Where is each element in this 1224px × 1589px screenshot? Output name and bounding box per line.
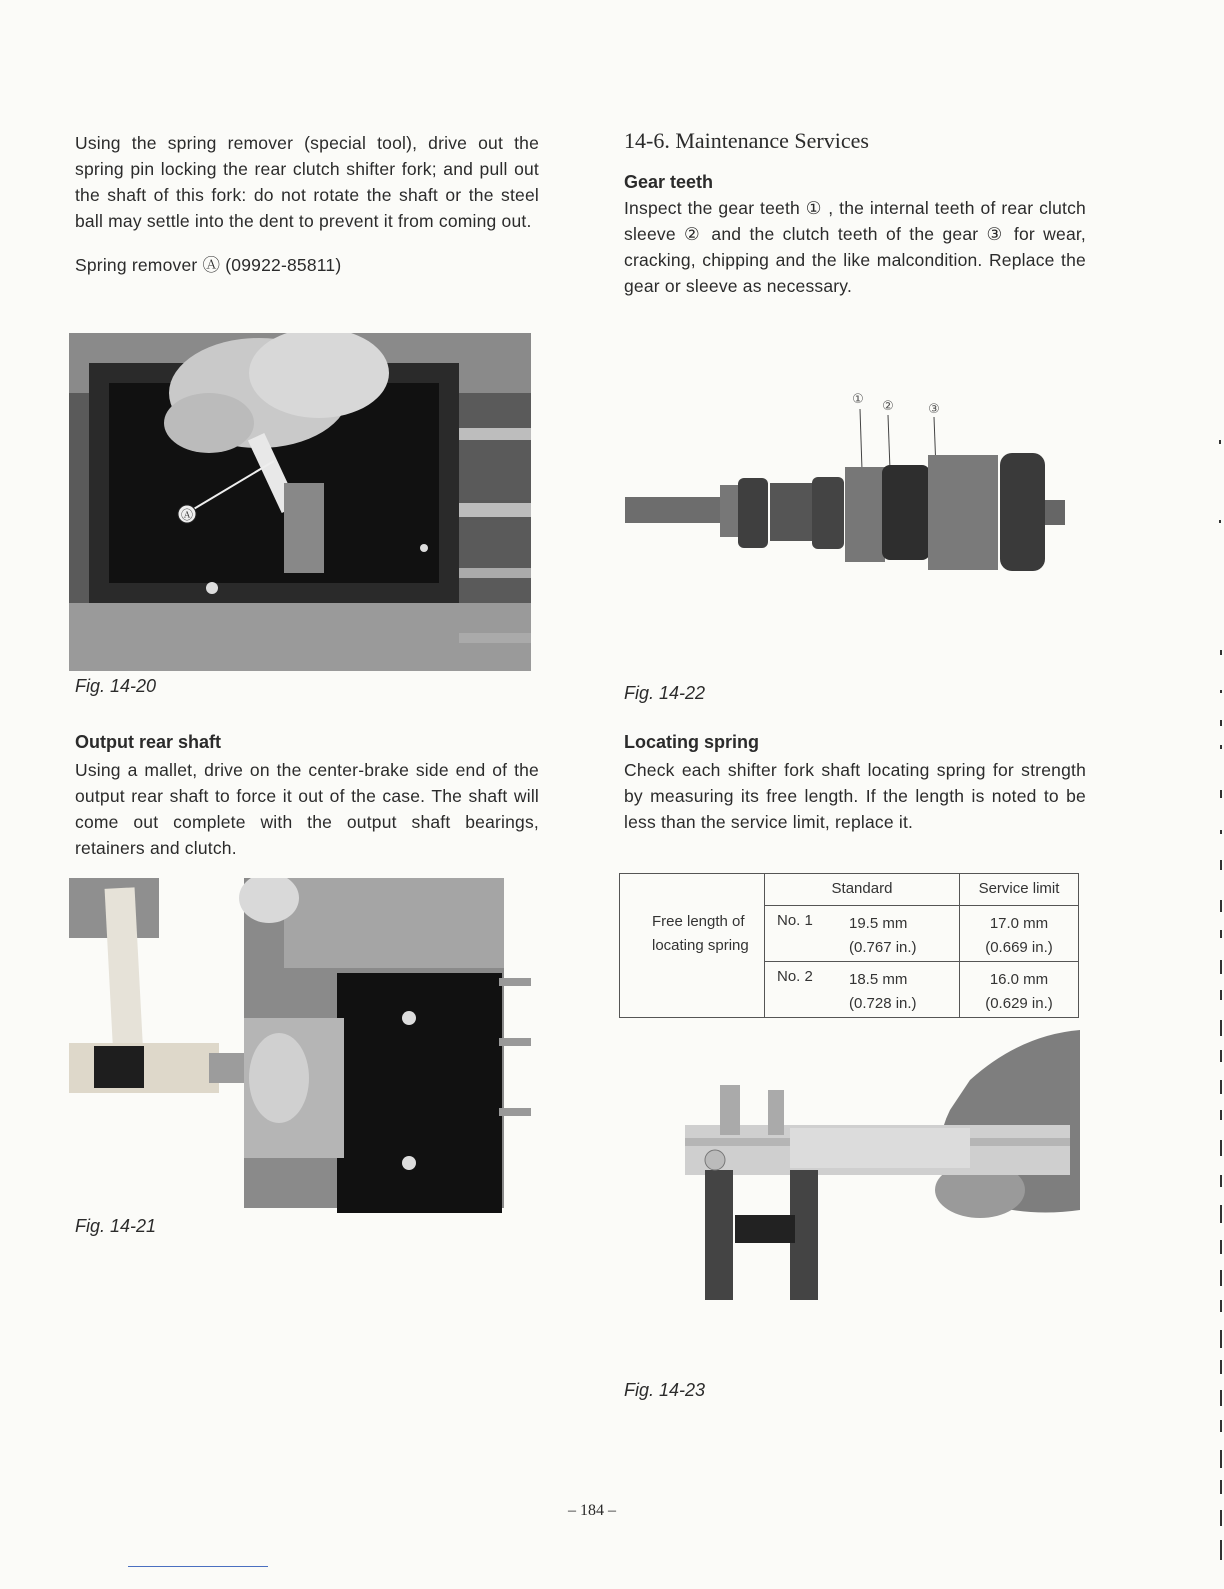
output-rear-shaft-paragraph: Using a mallet, drive on the center-brake side end of the output rear shaft to force it out of the case. The shaft will come out complete with the output shaft bearings, retainers and clutch. bbox=[75, 760, 539, 858]
row2-limit-in: (0.629 in.) bbox=[985, 995, 1053, 1012]
row1-standard-mm: 19.5 mm bbox=[849, 915, 908, 932]
fig-14-21-caption: Fig. 14-21 bbox=[75, 1216, 157, 1236]
fig-14-22-caption: Fig. 14-22 bbox=[624, 683, 706, 703]
fig-14-20-photo bbox=[69, 333, 531, 671]
scan-edge-marks bbox=[1210, 0, 1224, 1584]
fig-14-23-caption: Fig. 14-23 bbox=[624, 1380, 706, 1400]
tool-line: Spring remover Ⓐ (09922-85811) bbox=[75, 255, 342, 275]
row2-standard-in: (0.728 in.) bbox=[849, 995, 917, 1012]
col-service-limit-header: Service limit bbox=[960, 874, 1079, 906]
fig-22-label-1: ① bbox=[852, 392, 864, 407]
row-no-2: No. 2 bbox=[765, 962, 840, 1018]
locating-spring-heading: Locating spring bbox=[624, 732, 759, 752]
spring-spec-table bbox=[619, 873, 1079, 1018]
fig-14-22-photo bbox=[620, 385, 1080, 595]
row1-standard-in: (0.767 in.) bbox=[849, 939, 917, 956]
fig-14-21-photo bbox=[69, 878, 531, 1216]
output-rear-shaft-heading: Output rear shaft bbox=[75, 732, 222, 752]
gear-teeth-heading: Gear teeth bbox=[624, 172, 714, 192]
locating-spring-paragraph: Check each shifter fork shaft locating spring for strength by measuring its free length. If the length is noted to be less than the service limit, replace it. bbox=[624, 760, 1086, 832]
bottom-rule bbox=[128, 1566, 268, 1567]
row2-standard-mm: 18.5 mm bbox=[849, 971, 908, 988]
fig-14-20-caption: Fig. 14-20 bbox=[75, 676, 157, 696]
fig-22-label-3: ③ bbox=[928, 402, 940, 417]
row1-limit-in: (0.669 in.) bbox=[985, 939, 1053, 956]
row-label: Free length of locating spring bbox=[620, 906, 765, 1018]
fig-20-marker: Ⓐ bbox=[180, 508, 194, 522]
col-standard-header: Standard bbox=[765, 874, 960, 906]
gear-teeth-paragraph: Inspect the gear teeth ① , the internal teeth of rear clutch sleeve ② and the clutch teeth of the gear ③ for wear, cracking, chipping and the like malcondition. Replace the gear or sleeve as necessary. bbox=[624, 198, 1086, 296]
intro-paragraph: Using the spring remover (special tool), drive out the spring pin locking the rear clutch shifter fork; and pull out the shaft of this fork: do not rotate the shaft or the steel ball may settle into the dent to prevent it from coming out. bbox=[75, 133, 539, 231]
fig-14-23-photo bbox=[680, 1030, 1080, 1305]
page-number: – 184 – bbox=[568, 1502, 616, 1519]
section-title: 14-6. Maintenance Services bbox=[624, 128, 869, 153]
fig-22-label-2: ② bbox=[882, 399, 894, 414]
row1-limit-mm: 17.0 mm bbox=[989, 915, 1049, 932]
row2-limit-mm: 16.0 mm bbox=[989, 971, 1049, 988]
row-no-1: No. 1 bbox=[765, 906, 840, 962]
